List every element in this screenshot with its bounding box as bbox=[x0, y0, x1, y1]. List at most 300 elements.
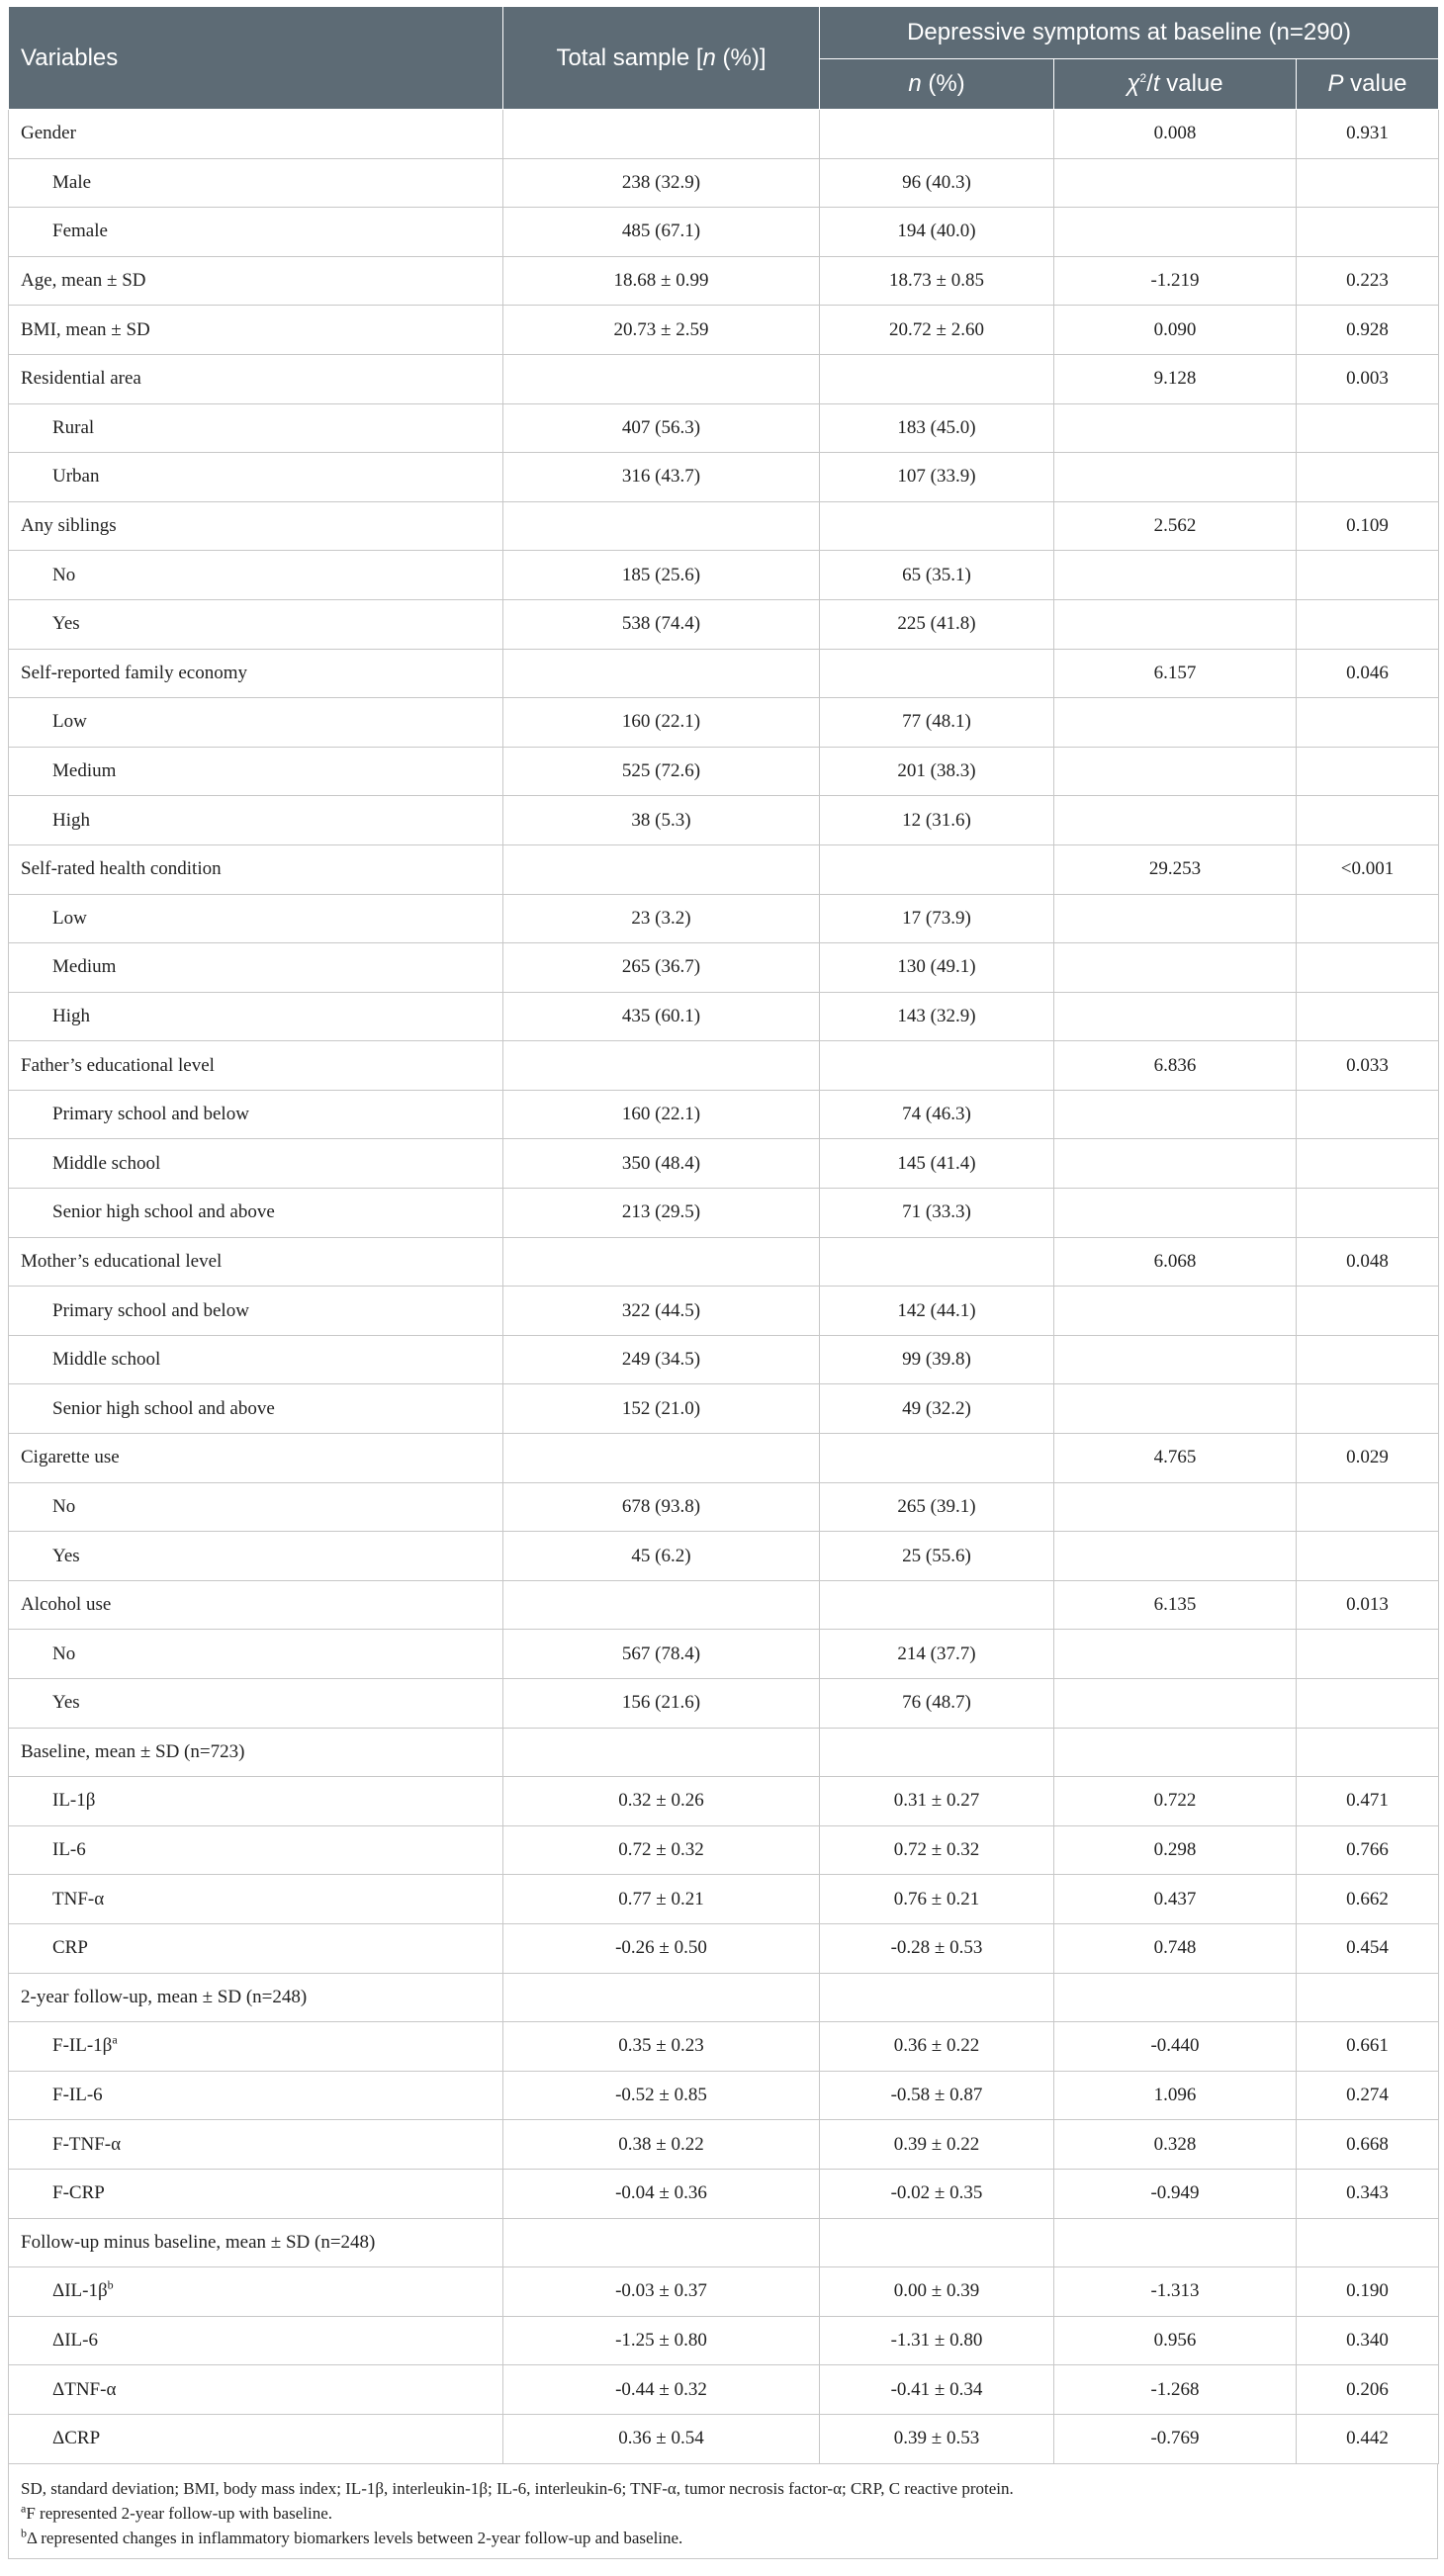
cell-chi-t-value bbox=[1054, 1335, 1297, 1384]
cell-chi-t-value: 9.128 bbox=[1054, 354, 1297, 403]
table-row bbox=[9, 1237, 1439, 1287]
cell-chi-t-value bbox=[1054, 943, 1297, 993]
cell-total-sample bbox=[503, 1237, 820, 1287]
cell-p-value bbox=[1297, 1090, 1439, 1139]
row-label: Father’s educational level bbox=[9, 1041, 503, 1091]
cell-chi-t-value bbox=[1054, 698, 1297, 748]
cell-n-percent bbox=[820, 501, 1054, 551]
cell-n-percent: 77 (48.1) bbox=[820, 698, 1054, 748]
cell-chi-t-value bbox=[1054, 1384, 1297, 1434]
cell-n-percent: 107 (33.9) bbox=[820, 453, 1054, 502]
table-row bbox=[9, 1482, 1439, 1532]
cell-n-percent bbox=[820, 1580, 1054, 1630]
table-row bbox=[9, 2365, 1439, 2415]
table-row bbox=[9, 649, 1439, 698]
row-label: High bbox=[9, 992, 503, 1041]
cell-p-value: 0.274 bbox=[1297, 2071, 1439, 2120]
table-row bbox=[9, 1875, 1439, 1924]
cell-total-sample: 23 (3.2) bbox=[503, 894, 820, 943]
table-row bbox=[9, 747, 1439, 796]
cell-n-percent: 20.72 ± 2.60 bbox=[820, 306, 1054, 355]
row-label: Alcohol use bbox=[9, 1580, 503, 1630]
cell-n-percent: 214 (37.7) bbox=[820, 1630, 1054, 1679]
cell-n-percent: 0.31 ± 0.27 bbox=[820, 1777, 1054, 1826]
cell-chi-t-value: -0.769 bbox=[1054, 2414, 1297, 2463]
cell-n-percent: 194 (40.0) bbox=[820, 208, 1054, 257]
cell-total-sample bbox=[503, 110, 820, 159]
cell-total-sample: -0.26 ± 0.50 bbox=[503, 1923, 820, 1973]
row-label: Age, mean ± SD bbox=[9, 256, 503, 306]
cell-n-percent: 0.00 ± 0.39 bbox=[820, 2267, 1054, 2317]
cell-total-sample: -0.03 ± 0.37 bbox=[503, 2267, 820, 2317]
header-chi-t-value: $\chi^2/t$ value bbox=[1054, 59, 1297, 110]
table-row bbox=[9, 1825, 1439, 1875]
table-row bbox=[9, 501, 1439, 551]
table-row bbox=[9, 1777, 1439, 1826]
cell-total-sample bbox=[503, 501, 820, 551]
row-label: ΔIL-$1\beta^b$ bbox=[9, 2267, 503, 2317]
cell-p-value: 0.223 bbox=[1297, 256, 1439, 306]
row-label: Medium bbox=[9, 943, 503, 993]
cell-p-value: 0.003 bbox=[1297, 354, 1439, 403]
cell-total-sample: 538 (74.4) bbox=[503, 599, 820, 649]
cell-n-percent: 0.39 ± 0.53 bbox=[820, 2414, 1054, 2463]
row-label: Low bbox=[9, 698, 503, 748]
cell-p-value: 0.661 bbox=[1297, 2022, 1439, 2072]
table-footnotes bbox=[8, 2464, 1438, 2559]
table-header bbox=[9, 7, 1439, 110]
cell-p-value: 0.033 bbox=[1297, 1041, 1439, 1091]
table-row bbox=[9, 403, 1439, 453]
row-label: Female bbox=[9, 208, 503, 257]
table-row bbox=[9, 943, 1439, 993]
cell-n-percent: 142 (44.1) bbox=[820, 1287, 1054, 1336]
row-label: F-CRP bbox=[9, 2169, 503, 2218]
cell-chi-t-value bbox=[1054, 1973, 1297, 2022]
cell-p-value bbox=[1297, 796, 1439, 845]
cell-chi-t-value bbox=[1054, 1728, 1297, 1777]
header-depressive-symptoms-group: Depressive symptoms at baseline (n=290) bbox=[820, 7, 1439, 59]
row-label: F-TNF-α bbox=[9, 2120, 503, 2170]
cell-total-sample: 350 (48.4) bbox=[503, 1139, 820, 1189]
row-label: High bbox=[9, 796, 503, 845]
table-row bbox=[9, 1335, 1439, 1384]
cell-p-value: 0.931 bbox=[1297, 110, 1439, 159]
cell-chi-t-value: 2.562 bbox=[1054, 501, 1297, 551]
table-row bbox=[9, 1434, 1439, 1483]
cell-p-value bbox=[1297, 1728, 1439, 1777]
row-label: ΔCRP bbox=[9, 2414, 503, 2463]
table-row bbox=[9, 256, 1439, 306]
cell-total-sample: 160 (22.1) bbox=[503, 1090, 820, 1139]
row-label: No bbox=[9, 551, 503, 600]
cell-total-sample: -0.04 ± 0.36 bbox=[503, 2169, 820, 2218]
footnote-a: $^a$F represented 2-year follow-up with baseline. bbox=[21, 2500, 333, 2523]
row-label: Male bbox=[9, 158, 503, 208]
row-label: Yes bbox=[9, 1532, 503, 1581]
cell-total-sample: 156 (21.6) bbox=[503, 1679, 820, 1729]
cell-n-percent: 96 (40.3) bbox=[820, 158, 1054, 208]
row-label: Urban bbox=[9, 453, 503, 502]
cell-total-sample: 249 (34.5) bbox=[503, 1335, 820, 1384]
cell-chi-t-value: 0.008 bbox=[1054, 110, 1297, 159]
cell-chi-t-value bbox=[1054, 158, 1297, 208]
cell-total-sample: 45 (6.2) bbox=[503, 1532, 820, 1581]
row-label: Senior high school and above bbox=[9, 1189, 503, 1238]
cell-p-value: 0.928 bbox=[1297, 306, 1439, 355]
cell-n-percent: 201 (38.3) bbox=[820, 747, 1054, 796]
cell-total-sample bbox=[503, 1041, 820, 1091]
row-label: 2-year follow-up, mean ± SD (n=248) bbox=[9, 1973, 503, 2022]
table-row bbox=[9, 1679, 1439, 1729]
cell-total-sample: 238 (32.9) bbox=[503, 158, 820, 208]
row-label: Follow-up minus baseline, mean ± SD (n=248) bbox=[9, 2218, 503, 2267]
cell-p-value bbox=[1297, 1287, 1439, 1336]
table-row bbox=[9, 599, 1439, 649]
cell-n-percent: -0.02 ± 0.35 bbox=[820, 2169, 1054, 2218]
table-row bbox=[9, 158, 1439, 208]
row-label: Self-reported family economy bbox=[9, 649, 503, 698]
cell-p-value: 0.206 bbox=[1297, 2365, 1439, 2415]
footnote-marker: a bbox=[112, 2033, 118, 2048]
cell-n-percent bbox=[820, 649, 1054, 698]
row-label: IL-6 bbox=[9, 1825, 503, 1875]
footnote-abbreviations: SD, standard deviation; BMI, body mass index; IL-1β, interleukin-1β; IL-6, interleukin-6; TNF-α, tumor necrosis factor-α; CRP, C reactive protein. bbox=[21, 2478, 1014, 2498]
cell-p-value bbox=[1297, 894, 1439, 943]
cell-n-percent: 0.39 ± 0.22 bbox=[820, 2120, 1054, 2170]
row-label: Senior high school and above bbox=[9, 1384, 503, 1434]
cell-chi-t-value bbox=[1054, 796, 1297, 845]
row-label: Primary school and below bbox=[9, 1287, 503, 1336]
cell-n-percent: 18.73 ± 0.85 bbox=[820, 256, 1054, 306]
table-row bbox=[9, 796, 1439, 845]
table-row bbox=[9, 1973, 1439, 2022]
cell-chi-t-value: 29.253 bbox=[1054, 844, 1297, 894]
cell-n-percent: 71 (33.3) bbox=[820, 1189, 1054, 1238]
cell-total-sample: 265 (36.7) bbox=[503, 943, 820, 993]
header-n-percent: n (%) bbox=[820, 59, 1054, 110]
header-p-value: P value bbox=[1297, 59, 1439, 110]
table-row bbox=[9, 2414, 1439, 2463]
cell-total-sample: 152 (21.0) bbox=[503, 1384, 820, 1434]
table-row bbox=[9, 354, 1439, 403]
table-row bbox=[9, 2120, 1439, 2170]
cell-chi-t-value: 0.748 bbox=[1054, 1923, 1297, 1973]
cell-p-value bbox=[1297, 1189, 1439, 1238]
cell-p-value: 0.013 bbox=[1297, 1580, 1439, 1630]
cell-p-value: 0.471 bbox=[1297, 1777, 1439, 1826]
cell-total-sample: 185 (25.6) bbox=[503, 551, 820, 600]
cell-total-sample bbox=[503, 354, 820, 403]
cell-total-sample: 0.36 ± 0.54 bbox=[503, 2414, 820, 2463]
cell-total-sample: 20.73 ± 2.59 bbox=[503, 306, 820, 355]
table-row bbox=[9, 1630, 1439, 1679]
cell-total-sample: 0.35 ± 0.23 bbox=[503, 2022, 820, 2072]
cell-total-sample bbox=[503, 1434, 820, 1483]
cell-n-percent bbox=[820, 110, 1054, 159]
row-label: Self-rated health condition bbox=[9, 844, 503, 894]
row-label: Residential area bbox=[9, 354, 503, 403]
cell-chi-t-value bbox=[1054, 1189, 1297, 1238]
cell-total-sample bbox=[503, 1973, 820, 2022]
row-label: ΔTNF-α bbox=[9, 2365, 503, 2415]
cell-p-value bbox=[1297, 208, 1439, 257]
cell-p-value bbox=[1297, 1482, 1439, 1532]
table-row bbox=[9, 698, 1439, 748]
cell-chi-t-value: 6.068 bbox=[1054, 1237, 1297, 1287]
cell-chi-t-value: -1.219 bbox=[1054, 256, 1297, 306]
cell-chi-t-value: 6.836 bbox=[1054, 1041, 1297, 1091]
cell-p-value bbox=[1297, 551, 1439, 600]
cell-total-sample: 18.68 ± 0.99 bbox=[503, 256, 820, 306]
cell-chi-t-value bbox=[1054, 1287, 1297, 1336]
cell-total-sample: 0.77 ± 0.21 bbox=[503, 1875, 820, 1924]
cell-total-sample: 0.38 ± 0.22 bbox=[503, 2120, 820, 2170]
table-row bbox=[9, 1532, 1439, 1581]
row-label: Medium bbox=[9, 747, 503, 796]
cell-total-sample bbox=[503, 2218, 820, 2267]
cell-total-sample: 485 (67.1) bbox=[503, 208, 820, 257]
table-row bbox=[9, 2218, 1439, 2267]
cell-chi-t-value bbox=[1054, 1532, 1297, 1581]
cell-total-sample bbox=[503, 1728, 820, 1777]
cell-chi-t-value: 0.437 bbox=[1054, 1875, 1297, 1924]
cell-chi-t-value bbox=[1054, 1090, 1297, 1139]
cell-total-sample: 316 (43.7) bbox=[503, 453, 820, 502]
cell-n-percent: 145 (41.4) bbox=[820, 1139, 1054, 1189]
cell-p-value: 0.442 bbox=[1297, 2414, 1439, 2463]
cell-n-percent: -0.41 ± 0.34 bbox=[820, 2365, 1054, 2415]
cell-n-percent: 49 (32.2) bbox=[820, 1384, 1054, 1434]
row-label: Middle school bbox=[9, 1139, 503, 1189]
cell-p-value: <0.001 bbox=[1297, 844, 1439, 894]
cell-n-percent: 74 (46.3) bbox=[820, 1090, 1054, 1139]
cell-chi-t-value bbox=[1054, 453, 1297, 502]
cell-chi-t-value bbox=[1054, 747, 1297, 796]
cell-n-percent bbox=[820, 1728, 1054, 1777]
cell-chi-t-value: 0.328 bbox=[1054, 2120, 1297, 2170]
cell-n-percent: -0.58 ± 0.87 bbox=[820, 2071, 1054, 2120]
row-label: Low bbox=[9, 894, 503, 943]
table-row bbox=[9, 1189, 1439, 1238]
cell-n-percent bbox=[820, 2218, 1054, 2267]
cell-n-percent bbox=[820, 354, 1054, 403]
cell-total-sample: 435 (60.1) bbox=[503, 992, 820, 1041]
table-row bbox=[9, 2169, 1439, 2218]
cell-p-value bbox=[1297, 1973, 1439, 2022]
cell-chi-t-value bbox=[1054, 208, 1297, 257]
cell-chi-t-value bbox=[1054, 1679, 1297, 1729]
table-row bbox=[9, 1728, 1439, 1777]
cell-total-sample bbox=[503, 844, 820, 894]
table-row bbox=[9, 453, 1439, 502]
table-row bbox=[9, 2022, 1439, 2072]
cell-p-value bbox=[1297, 992, 1439, 1041]
cell-n-percent: 0.36 ± 0.22 bbox=[820, 2022, 1054, 2072]
cell-n-percent bbox=[820, 1434, 1054, 1483]
cell-n-percent: 76 (48.7) bbox=[820, 1679, 1054, 1729]
cell-total-sample: 0.72 ± 0.32 bbox=[503, 1825, 820, 1875]
table-row bbox=[9, 306, 1439, 355]
cell-n-percent: 183 (45.0) bbox=[820, 403, 1054, 453]
row-label: Yes bbox=[9, 1679, 503, 1729]
cell-p-value bbox=[1297, 158, 1439, 208]
cell-chi-t-value: -0.440 bbox=[1054, 2022, 1297, 2072]
cell-n-percent bbox=[820, 1041, 1054, 1091]
row-label: Mother’s educational level bbox=[9, 1237, 503, 1287]
cell-chi-t-value bbox=[1054, 403, 1297, 453]
cell-n-percent: 25 (55.6) bbox=[820, 1532, 1054, 1581]
cell-p-value bbox=[1297, 698, 1439, 748]
cell-n-percent: 12 (31.6) bbox=[820, 796, 1054, 845]
cell-n-percent: 0.76 ± 0.21 bbox=[820, 1875, 1054, 1924]
cell-total-sample: 567 (78.4) bbox=[503, 1630, 820, 1679]
table-row bbox=[9, 110, 1439, 159]
row-label: BMI, mean ± SD bbox=[9, 306, 503, 355]
row-label: Yes bbox=[9, 599, 503, 649]
cell-total-sample: -1.25 ± 0.80 bbox=[503, 2316, 820, 2365]
table-row bbox=[9, 844, 1439, 894]
row-label: $F-IL-1\beta^a$ bbox=[9, 2022, 503, 2072]
cell-p-value: 0.668 bbox=[1297, 2120, 1439, 2170]
cell-total-sample: 322 (44.5) bbox=[503, 1287, 820, 1336]
cell-n-percent: 65 (35.1) bbox=[820, 551, 1054, 600]
cell-chi-t-value bbox=[1054, 1139, 1297, 1189]
cell-chi-t-value: 1.096 bbox=[1054, 2071, 1297, 2120]
cell-chi-t-value bbox=[1054, 551, 1297, 600]
cell-p-value bbox=[1297, 599, 1439, 649]
cell-n-percent bbox=[820, 1973, 1054, 2022]
table-row bbox=[9, 1287, 1439, 1336]
cell-chi-t-value: 6.157 bbox=[1054, 649, 1297, 698]
cell-chi-t-value: -0.949 bbox=[1054, 2169, 1297, 2218]
header-variables: Variables bbox=[9, 7, 503, 110]
table-row bbox=[9, 1580, 1439, 1630]
cell-total-sample: 0.32 ± 0.26 bbox=[503, 1777, 820, 1826]
row-label: Cigarette use bbox=[9, 1434, 503, 1483]
cell-total-sample bbox=[503, 1580, 820, 1630]
cell-p-value: 0.662 bbox=[1297, 1875, 1439, 1924]
cell-p-value: 0.454 bbox=[1297, 1923, 1439, 1973]
row-label: Any siblings bbox=[9, 501, 503, 551]
cell-chi-t-value: 0.956 bbox=[1054, 2316, 1297, 2365]
row-label: Middle school bbox=[9, 1335, 503, 1384]
cell-p-value bbox=[1297, 1679, 1439, 1729]
cell-total-sample: -0.44 ± 0.32 bbox=[503, 2365, 820, 2415]
row-label: IL-1β bbox=[9, 1777, 503, 1826]
table-body bbox=[9, 110, 1439, 2464]
cell-total-sample: 38 (5.3) bbox=[503, 796, 820, 845]
cell-chi-t-value: 6.135 bbox=[1054, 1580, 1297, 1630]
cell-n-percent: 225 (41.8) bbox=[820, 599, 1054, 649]
cell-chi-t-value bbox=[1054, 2218, 1297, 2267]
cell-p-value: 0.109 bbox=[1297, 501, 1439, 551]
table-row bbox=[9, 1139, 1439, 1189]
results-table-document bbox=[8, 6, 1438, 2559]
cell-chi-t-value bbox=[1054, 1482, 1297, 1532]
cell-p-value bbox=[1297, 453, 1439, 502]
table-row bbox=[9, 551, 1439, 600]
row-label: Rural bbox=[9, 403, 503, 453]
row-label: CRP bbox=[9, 1923, 503, 1973]
cell-total-sample bbox=[503, 649, 820, 698]
row-label: ΔIL-6 bbox=[9, 2316, 503, 2365]
cell-chi-t-value bbox=[1054, 894, 1297, 943]
cell-n-percent: -0.28 ± 0.53 bbox=[820, 1923, 1054, 1973]
table-row bbox=[9, 894, 1439, 943]
cell-chi-t-value bbox=[1054, 1630, 1297, 1679]
cell-total-sample: 678 (93.8) bbox=[503, 1482, 820, 1532]
cell-n-percent: 0.72 ± 0.32 bbox=[820, 1825, 1054, 1875]
cell-p-value bbox=[1297, 1335, 1439, 1384]
cell-total-sample: 525 (72.6) bbox=[503, 747, 820, 796]
header-total-sample: Total sample [n (%)] bbox=[503, 7, 820, 110]
table-row bbox=[9, 2316, 1439, 2365]
cell-p-value: 0.343 bbox=[1297, 2169, 1439, 2218]
cell-p-value bbox=[1297, 1139, 1439, 1189]
results-table bbox=[8, 6, 1439, 2464]
cell-p-value bbox=[1297, 1630, 1439, 1679]
cell-n-percent bbox=[820, 1237, 1054, 1287]
cell-n-percent bbox=[820, 844, 1054, 894]
cell-p-value: 0.046 bbox=[1297, 649, 1439, 698]
cell-chi-t-value: 0.298 bbox=[1054, 1825, 1297, 1875]
cell-p-value: 0.340 bbox=[1297, 2316, 1439, 2365]
cell-chi-t-value: -1.313 bbox=[1054, 2267, 1297, 2317]
cell-p-value bbox=[1297, 747, 1439, 796]
cell-n-percent: 265 (39.1) bbox=[820, 1482, 1054, 1532]
cell-chi-t-value bbox=[1054, 599, 1297, 649]
cell-n-percent: -1.31 ± 0.80 bbox=[820, 2316, 1054, 2365]
row-label: Baseline, mean ± SD (n=723) bbox=[9, 1728, 503, 1777]
cell-p-value: 0.190 bbox=[1297, 2267, 1439, 2317]
cell-total-sample: 407 (56.3) bbox=[503, 403, 820, 453]
cell-chi-t-value bbox=[1054, 992, 1297, 1041]
cell-total-sample: -0.52 ± 0.85 bbox=[503, 2071, 820, 2120]
row-label: Gender bbox=[9, 110, 503, 159]
cell-n-percent: 130 (49.1) bbox=[820, 943, 1054, 993]
footnote-marker: b bbox=[107, 2278, 114, 2293]
cell-chi-t-value: 4.765 bbox=[1054, 1434, 1297, 1483]
row-label: No bbox=[9, 1482, 503, 1532]
table-row bbox=[9, 1923, 1439, 1973]
table-row bbox=[9, 2267, 1439, 2317]
cell-p-value bbox=[1297, 1532, 1439, 1581]
cell-p-value bbox=[1297, 943, 1439, 993]
row-label: TNF-α bbox=[9, 1875, 503, 1924]
table-row bbox=[9, 2071, 1439, 2120]
table-row bbox=[9, 992, 1439, 1041]
cell-chi-t-value: 0.722 bbox=[1054, 1777, 1297, 1826]
footnote-b: $^b$Δ represented changes in inflammatory biomarkers levels between 2-year follow-up and baseline. bbox=[21, 2525, 683, 2547]
table-row bbox=[9, 1090, 1439, 1139]
cell-n-percent: 99 (39.8) bbox=[820, 1335, 1054, 1384]
cell-total-sample: 213 (29.5) bbox=[503, 1189, 820, 1238]
cell-chi-t-value: -1.268 bbox=[1054, 2365, 1297, 2415]
table-row bbox=[9, 1384, 1439, 1434]
cell-p-value: 0.029 bbox=[1297, 1434, 1439, 1483]
cell-p-value: 0.766 bbox=[1297, 1825, 1439, 1875]
cell-chi-t-value: 0.090 bbox=[1054, 306, 1297, 355]
row-label: Primary school and below bbox=[9, 1090, 503, 1139]
table-row bbox=[9, 1041, 1439, 1091]
cell-p-value bbox=[1297, 2218, 1439, 2267]
cell-p-value: 0.048 bbox=[1297, 1237, 1439, 1287]
row-label: No bbox=[9, 1630, 503, 1679]
cell-p-value bbox=[1297, 1384, 1439, 1434]
cell-p-value bbox=[1297, 403, 1439, 453]
cell-n-percent: 17 (73.9) bbox=[820, 894, 1054, 943]
